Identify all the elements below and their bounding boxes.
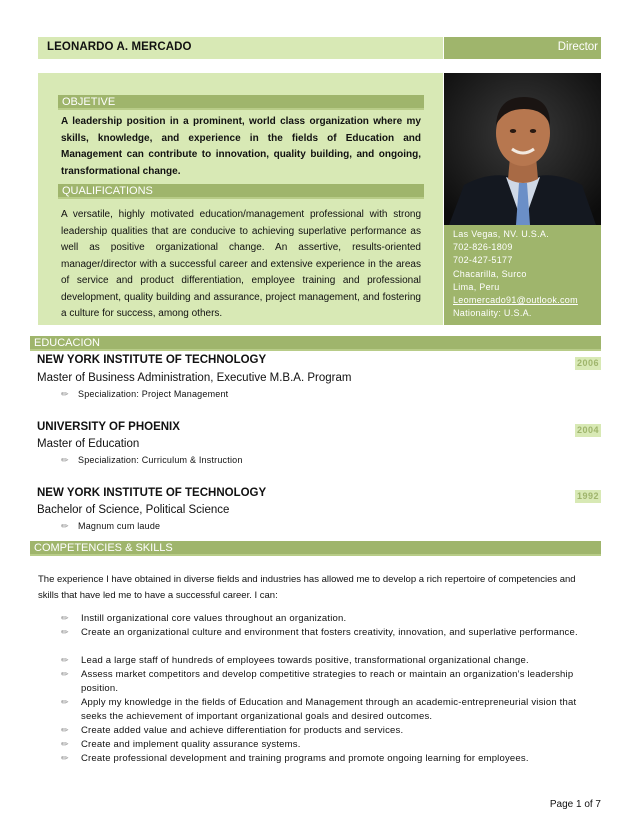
contact-nationality: Nationality: U.S.A. [453,308,532,319]
objective-text: A leadership position in a prominent, world class organization where my skills, knowledge, and experience in the fields of Education and Management can contribute to innovation, quality building, and ongoing, transformational change. [61,116,421,177]
pencil-bullet-icon: ✏ [61,455,69,465]
education-degree: Master of Business Administration, Executive M.B.A. Program [37,372,352,384]
pencil-bullet-icon: ✏ [61,697,69,707]
qualifications-text: A versatile, highly motivated education/management professional with strong leadership qualities that are conducive to achieving superlative performance as well as positive organizational change. An assertive, results-oriented manager/director with a successful career and extensive experience in the areas of service and product differentiation, employee training and professional development, quality building and assurance, project management, and fostering a culture for success, among others. [61,209,421,319]
education-year: 1992 [576,491,600,501]
pencil-bullet-icon: ✏ [61,389,69,399]
profile-photo [444,73,601,225]
qualifications-heading: QUALIFICATIONS [58,184,424,199]
education-institution: NEW YORK INSTITUTE OF TECHNOLOGY [37,354,267,366]
skill-item: Create an organizational culture and environment that fosters creativity, innovation, and superlative performance. [81,627,578,638]
education-detail: Specialization: Curriculum & Instruction [78,455,243,465]
skill-item: Create added value and achieve differentiation for products and services. [81,725,404,736]
contact-info [453,228,599,320]
pencil-bullet-icon: ✏ [61,521,69,531]
pencil-bullet-icon: ✏ [61,627,69,637]
pencil-bullet-icon: ✏ [61,725,69,735]
skill-item: Create professional development and training programs and promote ongoing learning for employees. [81,753,529,764]
skill-item: Apply my knowledge in the fields of Education and Management through an academic-entrepreneurial vision that seeks the achievement of important organizational goals and desired outcomes. [81,697,577,722]
skill-item: Lead a large staff of hundreds of employees towards positive, transformational organizational change. [81,655,529,666]
competencies-heading: COMPETENCIES & SKILLS [30,541,601,556]
candidate-name: LEONARDO A. MERCADO [47,41,192,53]
contact-country: Lima, Peru [453,281,500,292]
contact-city: Las Vegas, NV. U.S.A. [453,229,550,239]
pencil-bullet-icon: ✏ [61,753,69,763]
pencil-bullet-icon: ✏ [61,739,69,749]
contact-phone-2: 702-427-5177 [453,255,513,266]
pencil-bullet-icon: ✏ [61,613,69,623]
skill-item: Assess market competitors and develop competitive strategies to reach or maintain an organization’s leadership position. [81,669,574,694]
education-year: 2006 [576,358,600,368]
contact-district: Chacarilla, Surco [453,268,527,279]
education-detail: Specialization: Project Management [78,389,229,399]
education-degree: Bachelor of Science, Political Science [37,504,230,516]
competencies-intro: The experience I have obtained in diverse fields and industries has allowed me to develop a rich repertoire of competencies and skills that have led me to have a successful career. I can: [38,574,576,601]
skill-item: Create and implement quality assurance systems. [81,739,301,750]
skill-item: Instill organizational core values throughout an organization. [81,613,347,624]
contact-phone-1: 702-826-1809 [453,242,513,253]
candidate-role: Director [557,41,598,53]
education-institution: NEW YORK INSTITUTE OF TECHNOLOGY [37,487,267,499]
pencil-bullet-icon: ✏ [61,655,69,665]
objective-heading: OBJETIVE [58,95,424,110]
education-detail: Magnum cum laude [78,521,161,531]
education-year: 2004 [576,425,600,435]
education-institution: UNIVERSITY OF PHOENIX [37,421,180,433]
contact-email-link[interactable]: Leomercado91@outlook.com [453,295,578,306]
education-heading: EDUCACION [30,336,601,351]
pencil-bullet-icon: ✏ [61,669,69,679]
education-degree: Master of Education [37,438,140,450]
page-number: Page 1 of 7 [549,799,601,810]
